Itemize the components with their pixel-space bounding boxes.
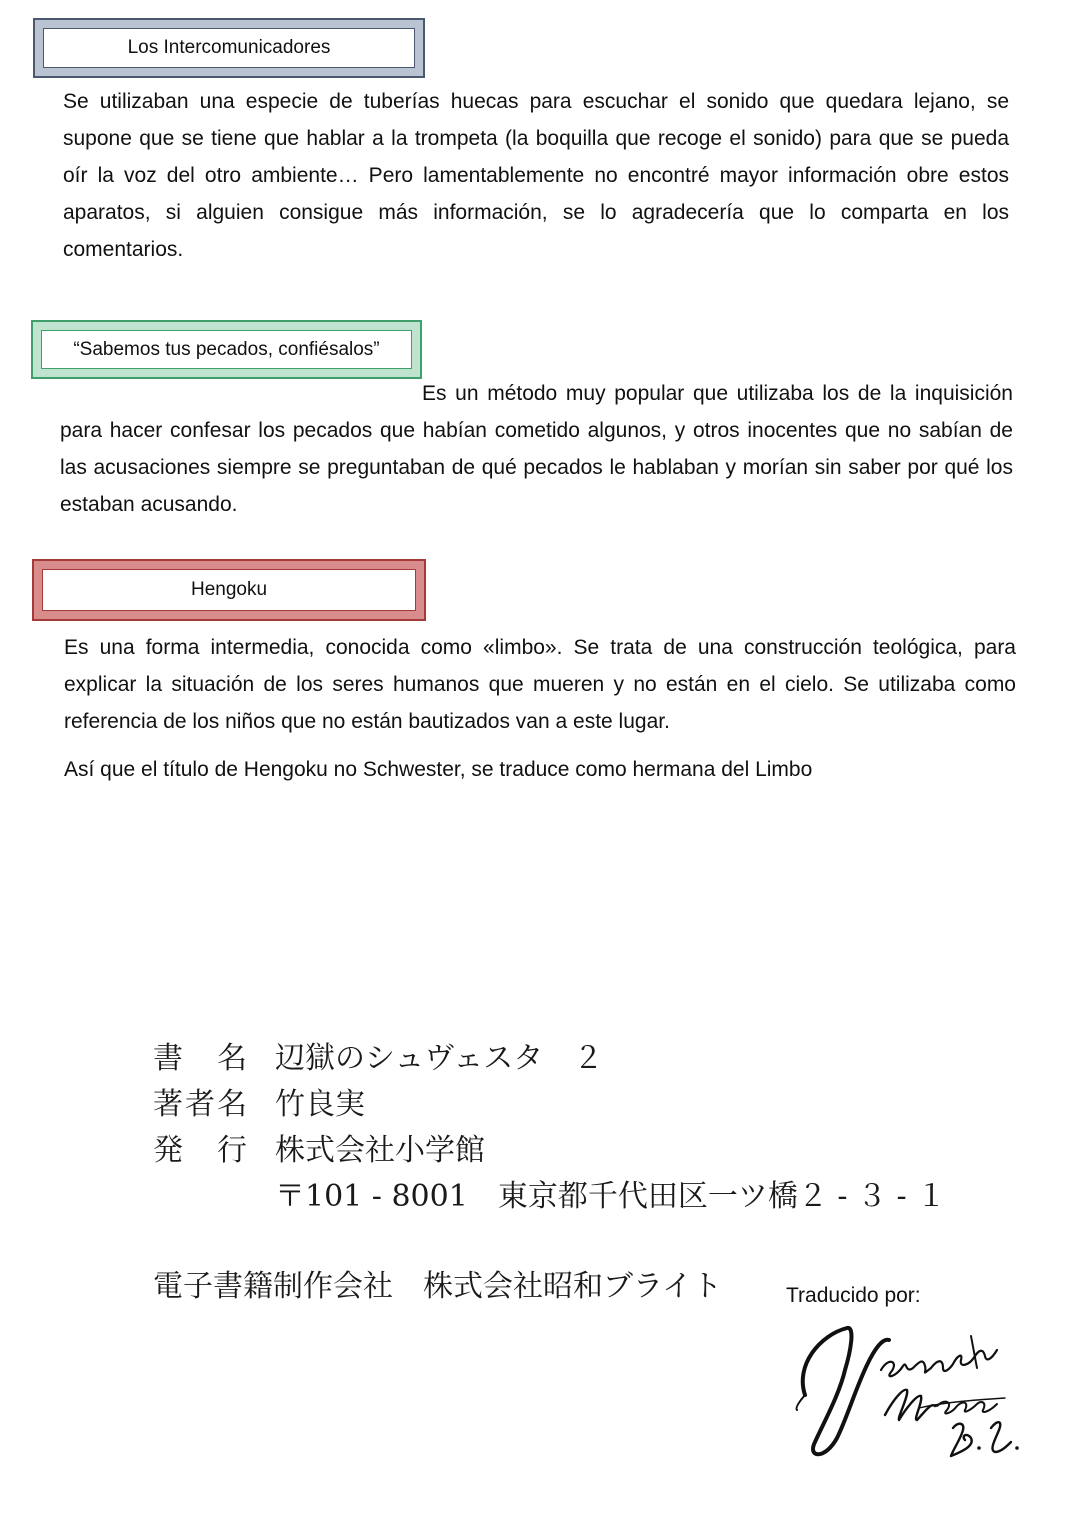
translator-signature: [785, 1310, 1030, 1470]
section-header-sabemos-tus-pecados: [31, 320, 422, 379]
colophon-ebook-producer: 電子書籍制作会社 株式会社昭和ブライト: [153, 1269, 723, 1304]
colophon-value: 株式会社小学館: [275, 1133, 485, 1168]
colophon-row-publisher: [153, 1124, 485, 1170]
colophon-value: 竹良実: [275, 1087, 365, 1122]
section-header-intercomunicadores: [33, 18, 425, 78]
section-paragraph: Así que el título de Hengoku no Schwester, se traduce como hermana del Limbo: [64, 758, 813, 781]
section-title: Hengoku: [42, 569, 416, 611]
colophon-value: 辺獄のシュヴェスタ ２: [275, 1041, 604, 1076]
section-header-hengoku: [32, 559, 426, 621]
section-title: Los Intercomunicadores: [43, 28, 415, 68]
translated-by-label: Traducido por:: [786, 1284, 921, 1307]
colophon-label: 著者名: [153, 1087, 249, 1122]
section-paragraph: Es un método muy popular que utilizaba los de la inquisición para hacer confesar los pecados que habían cometido algunos, y otros inocentes que no sabían de las acusaciones siempre se preguntaban de qué pecados le hablaban y morían sin saber por qué los estaban acusando.: [60, 382, 1013, 516]
colophon-row-title: [153, 1032, 603, 1078]
colophon-label: 発 行: [153, 1133, 249, 1168]
colophon-row-ebook-producer: [153, 1260, 722, 1306]
colophon-row-author: [153, 1078, 365, 1124]
section-paragraph: Se utilizaban una especie de tuberías huecas para escuchar el sonido que quedara lejano, se supone que se tiene que hablar a la trompeta (la boquilla que recoge el sonido) para que se pueda oír la voz del otro ambiente… Pero lamentablemente no encontré mayor información obre estos aparatos, si alguien consigue más información, se lo agradecería que lo comparta en los comentarios.: [63, 90, 1009, 261]
colophon-label: 書 名: [153, 1041, 249, 1076]
section-title: “Sabemos tus pecados, confiésalos”: [41, 330, 412, 369]
colophon-address: 〒101 - 8001 東京都千代田区一ツ橋２ - ３ - １: [275, 1179, 947, 1214]
section-paragraph: Es una forma intermedia, conocida como «limbo». Se trata de una construcción teológica, para explicar la situación de los seres humanos que mueren y no están en el cielo. Se utilizaba como referencia de los niños que no están bautizados van a este lugar.: [64, 636, 1016, 733]
colophon-row-address: [153, 1170, 946, 1216]
